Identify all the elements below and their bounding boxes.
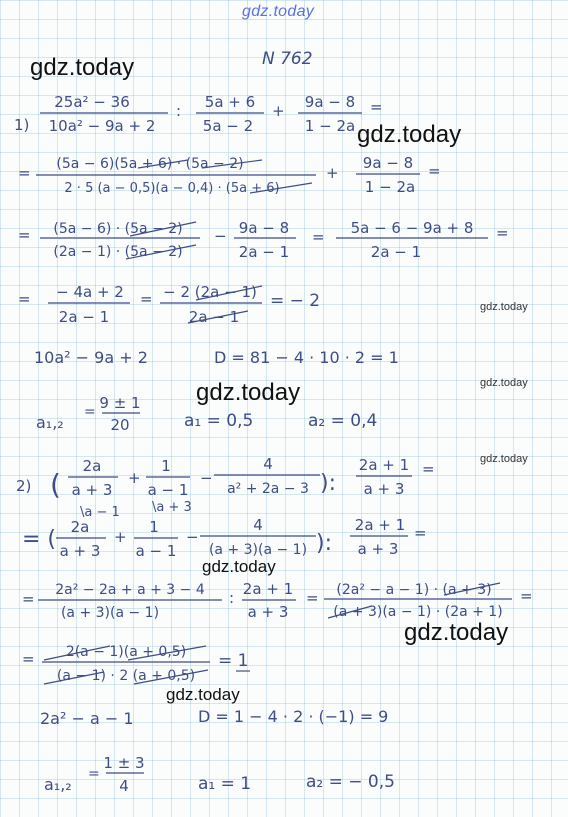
fraction-numerator: 1 xyxy=(161,457,171,475)
fraction-numerator: 1 xyxy=(149,518,159,536)
fraction-numerator: 2(a − 1)(a + 0,5) xyxy=(65,644,187,660)
fraction-denominator: 2a − 1 xyxy=(188,308,240,326)
operator: + xyxy=(272,102,285,120)
paren: ): xyxy=(316,531,332,556)
fraction-numerator: − 4a + 2 xyxy=(56,283,124,301)
equals-sign: = xyxy=(18,290,31,308)
fraction-denominator: a² + 2a − 3 xyxy=(227,481,309,497)
equals-sign: = xyxy=(22,590,35,608)
fraction-denominator: 4 xyxy=(119,777,129,795)
operator: − xyxy=(214,227,227,245)
fraction-numerator: (5a − 6) · (5a − 2) xyxy=(53,221,183,237)
fraction-numerator: 2a + 1 xyxy=(354,516,406,534)
fraction-numerator: 2a + 1 xyxy=(358,456,410,474)
operator: + xyxy=(128,469,141,487)
fraction-numerator: 4 xyxy=(253,516,263,534)
equals-sign: = xyxy=(496,224,509,242)
fraction-numerator: (5a − 6)(5a + 6) · (5a − 2) xyxy=(56,156,244,172)
watermark: gdz.today xyxy=(480,377,528,389)
root-label: a₁,₂ xyxy=(36,413,64,432)
operator: + xyxy=(326,164,339,182)
equals-sign: = xyxy=(520,587,533,605)
fraction-numerator: 1 ± 3 xyxy=(103,754,145,772)
equals-sign: = xyxy=(18,226,31,244)
fraction-denominator: 10a² − 9a + 2 xyxy=(48,117,156,135)
result: = 1 xyxy=(218,651,249,671)
discriminant: D = 1 − 4 · 2 · (−1) = 9 xyxy=(198,707,389,726)
watermark: gdz.today xyxy=(166,685,240,704)
watermark: gdz.today xyxy=(480,453,528,465)
fraction-denominator: a − 1 xyxy=(135,542,177,560)
equals-sign: = xyxy=(306,589,319,607)
operator: : xyxy=(229,589,235,607)
operator: − xyxy=(186,528,199,546)
equals-sign: = xyxy=(312,228,325,246)
paren: ( xyxy=(50,468,61,501)
fraction-denominator: (a − 1) · 2 (a + 0,5) xyxy=(56,668,196,684)
fraction-denominator: (2a − 1) · (5a − 2) xyxy=(53,244,183,260)
equals-sign: = xyxy=(140,290,153,308)
watermark: gdz.today xyxy=(30,54,135,81)
equals-sign: = xyxy=(88,766,100,782)
fraction-numerator: 9 ± 1 xyxy=(99,394,141,412)
fraction-numerator: − 2 (2a − 1) xyxy=(163,283,257,301)
part2-label: 2) xyxy=(16,477,32,495)
fraction-numerator: 25a² − 36 xyxy=(54,93,130,111)
result: = − 2 xyxy=(270,291,321,311)
fraction-denominator: 1 − 2a xyxy=(304,117,356,135)
watermark: gdz.today xyxy=(357,121,462,148)
fraction-numerator: (2a² − a − 1) · (a + 3) xyxy=(336,582,492,598)
fraction-denominator: 20 xyxy=(110,416,130,434)
equals-sign: = xyxy=(22,650,35,668)
equals-sign: = xyxy=(18,164,31,182)
fraction-denominator: a + 3 xyxy=(363,480,405,498)
expression: 10a² − 9a + 2 xyxy=(34,348,148,367)
fraction-numerator: 9a − 8 xyxy=(238,219,290,237)
fraction-denominator: 1 − 2a xyxy=(364,178,416,196)
fraction-numerator: 2a + 1 xyxy=(242,580,294,598)
fraction-denominator: (a + 3)(a − 1) · (2a + 1) xyxy=(333,604,503,620)
fraction-numerator: 4 xyxy=(263,455,273,473)
fraction-denominator: 2 · 5 (a − 0,5)(a − 0,4) · (5a + 6) xyxy=(64,181,280,196)
equals-sign: = xyxy=(84,404,96,420)
fraction-denominator: a + 3 xyxy=(59,542,101,560)
root-a1: a₁ = 0,5 xyxy=(184,411,254,431)
fraction-numerator: 9a − 8 xyxy=(362,154,414,172)
fraction-denominator: a − 1 xyxy=(147,481,189,499)
equals-sign: = xyxy=(370,98,383,116)
fraction-denominator: 2a − 1 xyxy=(58,308,110,326)
watermark: gdz.today xyxy=(202,557,276,576)
watermark: gdz.today xyxy=(196,379,301,406)
operator: − xyxy=(200,469,213,487)
watermark: gdz.today xyxy=(480,301,528,313)
fraction-numerator: 5a − 6 − 9a + 8 xyxy=(350,219,474,237)
paren: = ( xyxy=(22,527,57,552)
equals-sign: = xyxy=(414,524,427,542)
watermark-top: gdz.today xyxy=(242,3,315,20)
fraction-denominator: a + 3 xyxy=(357,540,399,558)
equals-sign: = xyxy=(422,460,435,478)
fraction-numerator: 5a + 6 xyxy=(204,93,256,111)
root-a1: a₁ = 1 xyxy=(198,774,252,794)
root-a2: a₂ = 0,4 xyxy=(308,411,378,431)
expression: 2a² − a − 1 xyxy=(40,709,134,728)
problem-number: N 762 xyxy=(262,49,313,69)
root-label: a₁,₂ xyxy=(44,775,72,794)
hint-multiplier: \a + 3 xyxy=(152,500,192,515)
fraction-denominator: a + 3 xyxy=(71,481,113,499)
hint-multiplier: \a − 1 xyxy=(80,505,120,520)
fraction-denominator: a + 3 xyxy=(247,603,289,621)
watermark: gdz.today xyxy=(404,619,509,646)
paren: ): xyxy=(320,471,336,496)
fraction-numerator: 9a − 8 xyxy=(304,93,356,111)
fraction-denominator: 2a − 1 xyxy=(238,243,290,261)
fraction-denominator: 5a − 2 xyxy=(202,117,254,135)
fraction-numerator: 2a xyxy=(82,457,102,475)
fraction-numerator: 2a² − 2a + a + 3 − 4 xyxy=(55,582,205,598)
part1-label: 1) xyxy=(14,116,30,134)
discriminant: D = 81 − 4 · 10 · 2 = 1 xyxy=(214,348,399,367)
fraction-denominator: (a + 3)(a − 1) xyxy=(60,605,160,621)
root-a2: a₂ = − 0,5 xyxy=(306,772,395,792)
equals-sign: = xyxy=(428,162,441,180)
fraction-denominator: (a + 3)(a − 1) xyxy=(208,542,308,558)
operator: + xyxy=(114,528,127,546)
operator: : xyxy=(176,102,182,120)
fraction-numerator: 2a xyxy=(70,518,90,536)
fraction-denominator: 2a − 1 xyxy=(370,243,422,261)
